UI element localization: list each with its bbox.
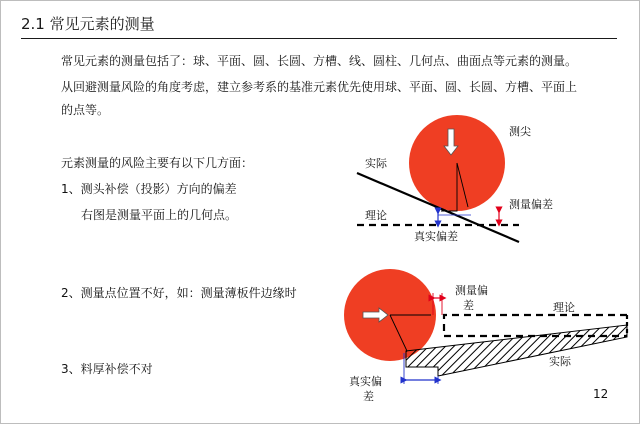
label-true-deviation-2b: 差 xyxy=(363,390,374,403)
label-true-deviation-1: 真实偏差 xyxy=(414,230,458,243)
label-measurement-deviation-2b: 差 xyxy=(463,299,474,312)
intro-line-3: 的点等。 xyxy=(61,103,110,117)
risk-item-2: 2、测量点位置不好，如：测量薄板件边缘时 xyxy=(61,286,297,300)
risk-item-1-note: 右图是测量平面上的几何点。 xyxy=(81,208,238,222)
page-number: 12 xyxy=(593,387,609,401)
risks-heading: 元素测量的风险主要有以下几方面： xyxy=(61,156,254,170)
risk-item-1: 1、测头补偿（投影）方向的偏差 xyxy=(61,182,237,196)
risk-item-3: 3、料厚补偿不对 xyxy=(61,362,153,376)
label-true-deviation-2a: 真实偏 xyxy=(349,375,382,388)
actual-sheet xyxy=(406,325,627,376)
label-measurement-deviation-2a: 测量偏 xyxy=(455,284,488,297)
label-theory-1: 理论 xyxy=(365,209,387,222)
slide-title: 2.1 常见元素的测量 xyxy=(21,15,155,33)
label-actual-1: 实际 xyxy=(365,157,387,170)
label-probe-tip: 测尖 xyxy=(509,125,531,138)
label-theory-2: 理论 xyxy=(553,301,575,314)
label-actual-2: 实际 xyxy=(549,355,571,368)
label-measurement-deviation-1: 测量偏差 xyxy=(509,198,553,211)
diagram-probe-projection xyxy=(1,1,640,425)
intro-line-2: 从回避测量风险的角度考虑，建立参考系的基准元素优先使用球、平面、圆、长圆、方槽、平面上 xyxy=(61,80,578,94)
intro-line-1: 常见元素的测量包括了：球、平面、圆、长圆、方槽、线、圆柱、几何点、曲面点等元素的测量。 xyxy=(61,54,578,68)
